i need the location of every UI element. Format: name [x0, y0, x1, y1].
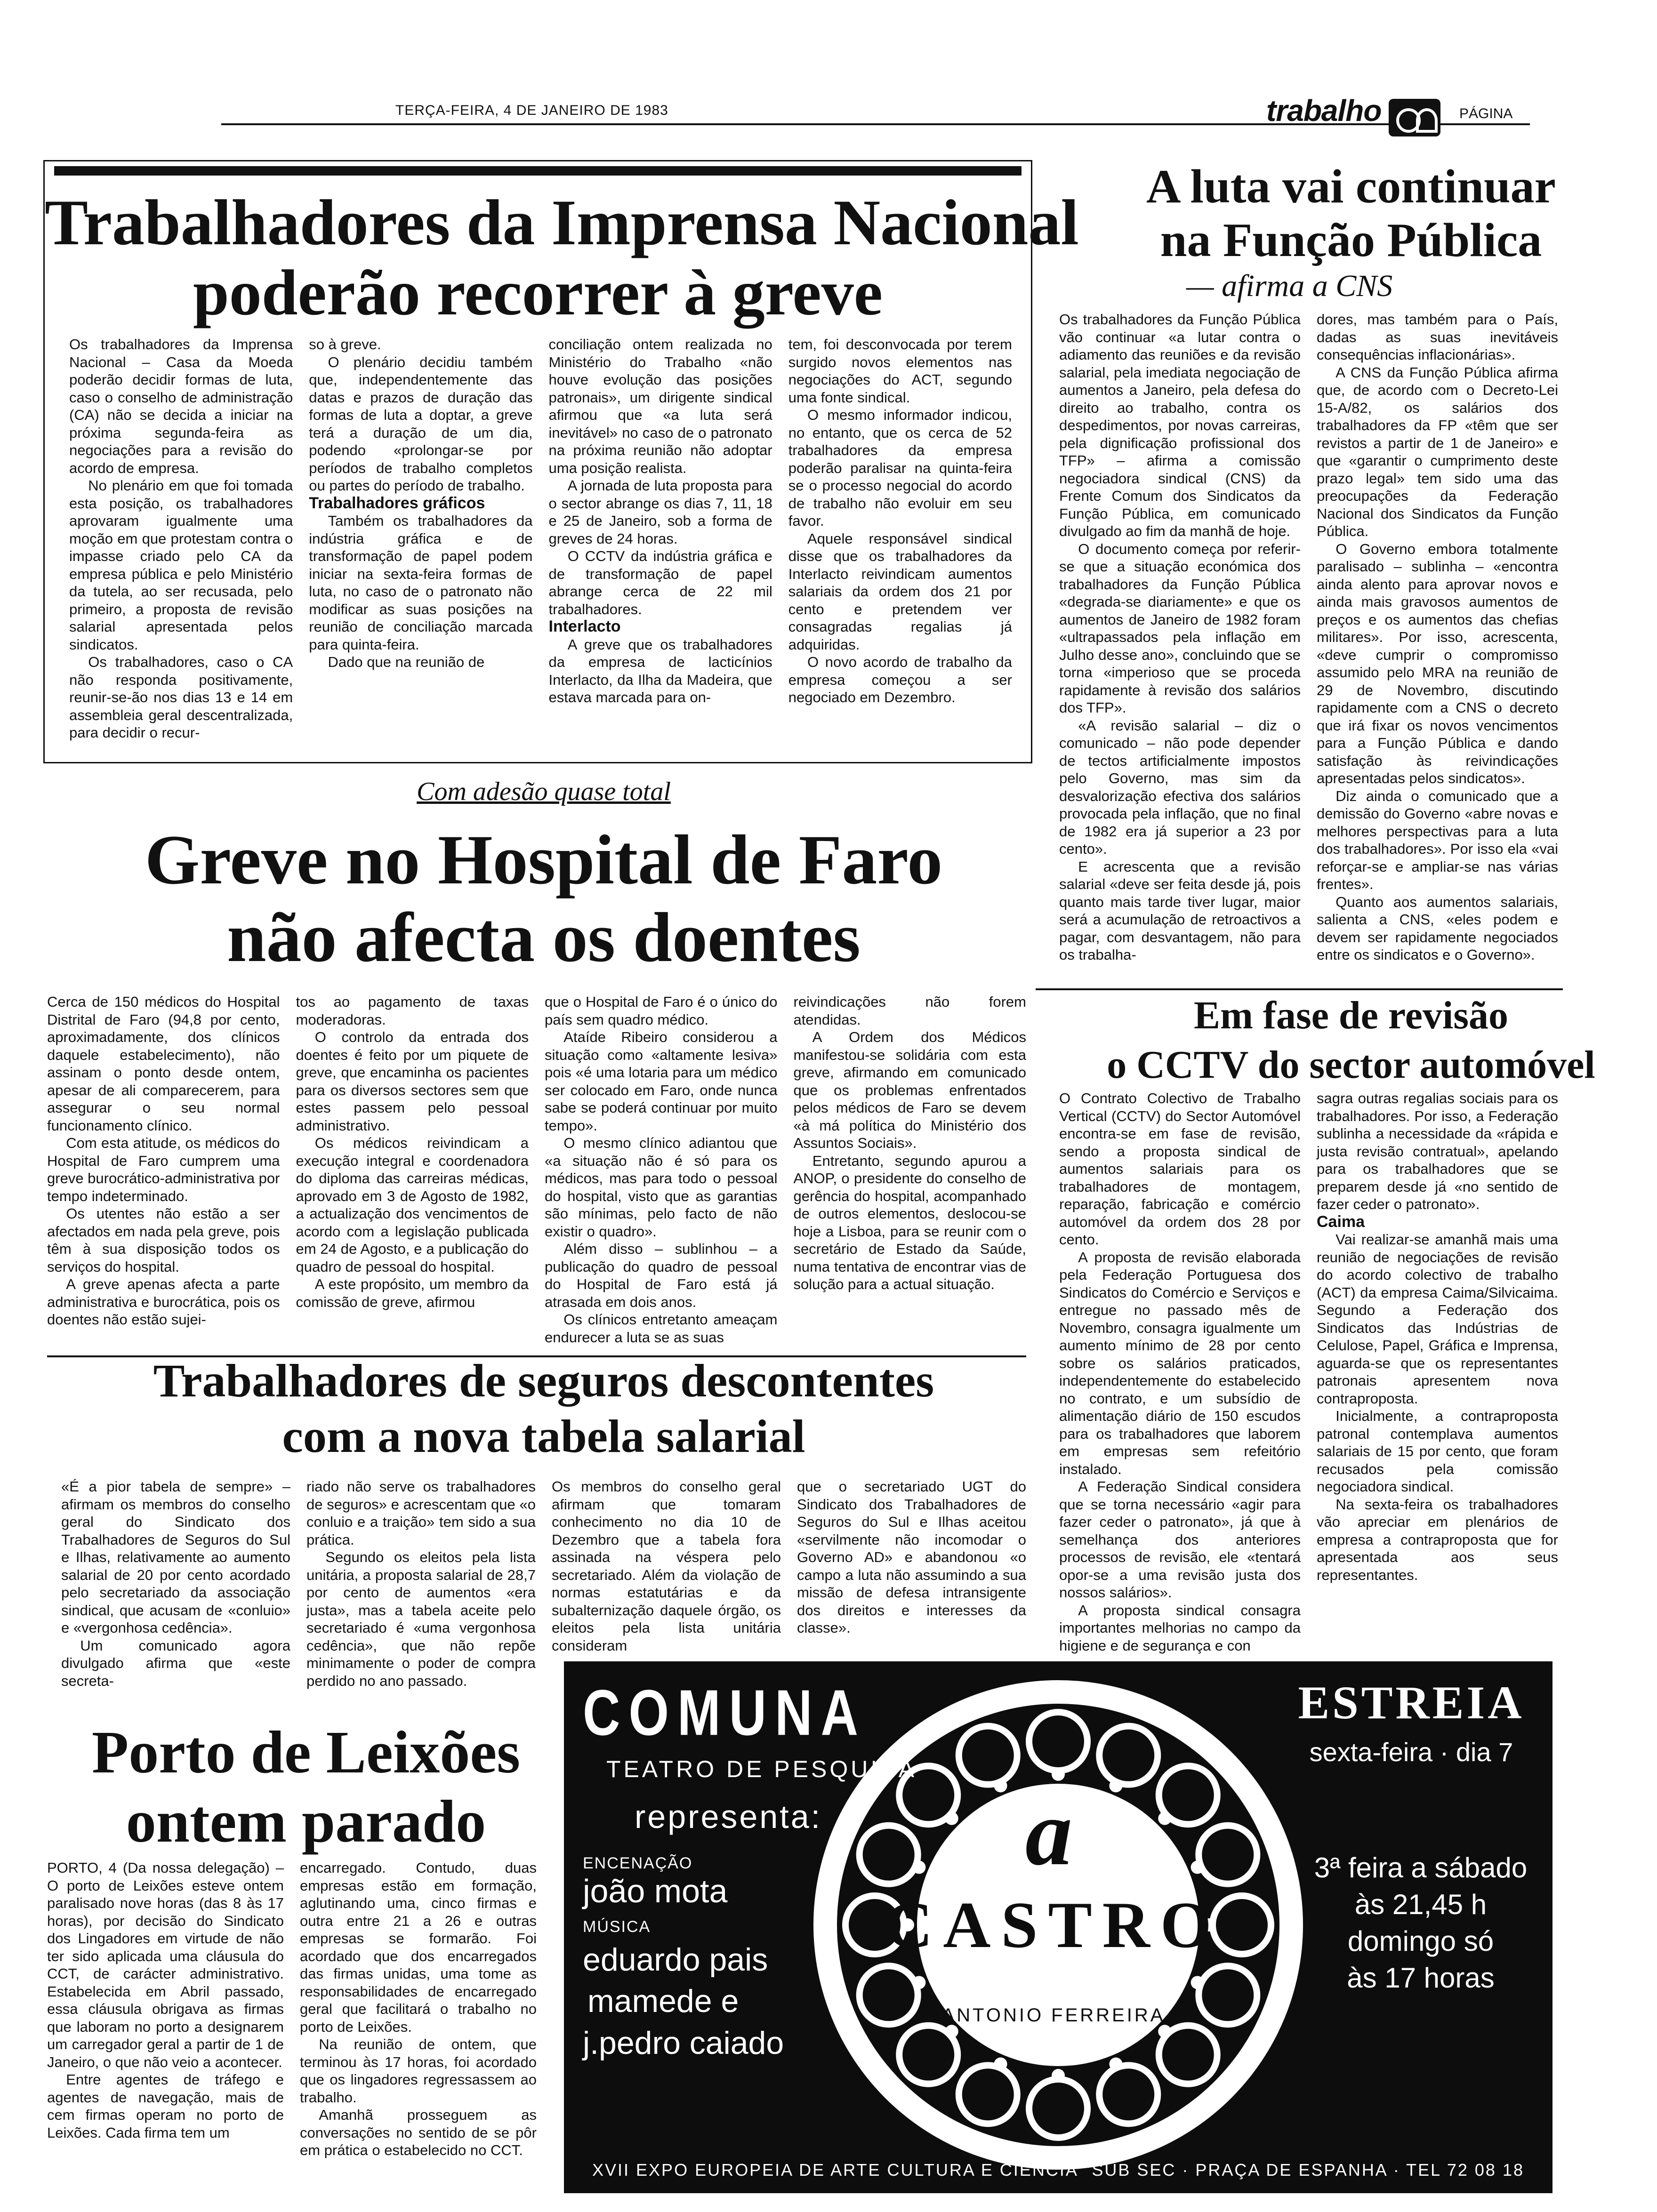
ad-musica-label: MÚSICA — [583, 1918, 651, 1936]
article-column: dores, mas também para o País, dadas as suas inevitáveis consequências inflacionárias». A CNS da Função Pública afirma que, de acordo com o Decreto-Lei 15-A/82, os salários dos trabalhadores da FP «têm que ser revistos a partir de 1 de Janeiro» e que «garantir o cumprimento deste prazo legal» tem sido uma das preocupações da Federação Nacional dos Sindicatos da Função Pública. O Governo embora totalmente paralisado – sublinha – «encontra ainda alento para aprovar novos e ainda mais gravosos aumentos de preços e os aumentos das chefias militares». Por isso, acrescenta, «deve cumprir o compromisso assumido pelo MRA na reunião de 29 de Novembro, discutindo rapidamente com a CNS o decreto que irá fixar os novos vencimentos para a Função Pública e dando satisfação às reivindicações apresentadas pelos sindicatos». Diz ainda o comunicado que a demissão do Governo «abre novas e melhores perspectivas para a luta dos trabalhadores». Por isso ela «vai reforçar-se e ampliar-se nas várias frentes». Quanto aos aumentos salariais, salienta a CNS, «eles podem e devem ser rapidamente negociados entre os sindicatos e o Governo». — [1317, 311, 1558, 963]
headline-leixoes-l2: ontem parado — [126, 1788, 486, 1855]
subheading: Trabalhadores gráficos — [309, 494, 485, 512]
headline-funcao-l1: A luta vai continuar — [1146, 160, 1556, 213]
ad-showtimes: 3ª feira a sábado às 21,45 h domingo só às 17 horas — [1314, 1852, 1528, 1994]
section-divider — [1036, 988, 1563, 990]
headline-imprensa-l2: poderão recorrer à greve — [193, 256, 883, 329]
headline-leixoes-l1: Porto de Leixões — [92, 1719, 520, 1786]
article-column: tem, foi desconvocada por terem surgido novos elementos nas negociações do ACT, segundo uma fonte sindical. O mesmo informador indicou, no entanto, que os cerca de 52 trabalhadores da empresa poderão paralisar na quinta-feira se o processo negocial do acordo de trabalho não evoluir em seu favor. Aquele responsável sindical disse que os trabalhadores da Interlacto reivindicam aumentos salariais da ordem dos 21 por cento e pretendem ver consagradas regalias já adquiridas. O novo acordo de trabalho da empresa começou a ser negociado em Dezembro. — [788, 336, 1012, 705]
ad-play-title: CASTRO — [885, 1889, 1222, 1962]
section-title: trabalho — [1266, 94, 1382, 128]
article-column: que o Hospital de Faro é o único do país sem quadro médico. Ataíde Ribeiro considerou a situação como «altamente lesiva» pois «é uma lotaria para um médico ser colocado em Faro, onde nunca sabe se poderá continuar por muito tempo». O mesmo clínico adiantou que «a situação não é só para os médicos, mas para todo o pessoal do hospital, visto que as garantias são mínimas, pelo facto de não existir o quadro». Além disso – sublinhou – a publicação do quadro de pessoal do Hospital de Faro está já atrasada em dois anos. Os clínicos entretanto ameaçam endurecer a luta se as suas — [545, 994, 778, 1346]
ad-teatro: TEATRO DE PESQUISA — [606, 1756, 917, 1782]
ad-estreia: ESTREIA — [1298, 1676, 1525, 1729]
kicker-cns: — afirma a CNS — [1186, 269, 1393, 303]
article-column: so à greve. O plenário decidiu também que, independentemente das datas e prazos de duração das formas de luta a doptar, a greve terá a duração de um dia, podendo «prolongar-se por períodos de trabalho completos ou partes do período de trabalho. Trabalhadores gráficos Também os trabalhadores da indústria gráfica e de transformação de papel podem iniciar na sexta-feira formas de luta, no caso de o patronato não modificar as suas posições na reunião de conciliação marcada para quinta-feira. Dado que na reunião de — [309, 336, 533, 670]
article-column: Os trabalhadores da Imprensa Nacional – Casa da Moeda poderão decidir formas de luta, caso o conselho de administração (CA) não se decida a iniciar na próxima segunda-feira as negociações para a revisão do acordo de empresa. No plenário em que foi tomada esta posição, os trabalhadores aprovaram igualmente uma moção em que protestam contra o impasse criado pelo CA da empresa pública e pelo Ministério da tutela, ao ser recusada, pelo primeiro, a proposta de revisão salarial apresentada pelos sindicatos. Os trabalhadores, caso o CA não responda positivamente, reunir-se-ão nos dias 13 e 14 em assembleia geral descentralizada, para decidir o recur- — [69, 336, 293, 741]
ad-encenacao: joão mota — [583, 1873, 728, 1909]
headline-cctv-l2: o CCTV do sector automóvel — [1107, 1043, 1595, 1087]
headline-imprensa-l1: Trabalhadores da Imprensa Nacional — [45, 186, 1079, 258]
ad-musica: eduardo pais mamede e j.pedro caiado — [583, 1942, 784, 2061]
ad-estreia-date: sexta-feira · dia 7 — [1309, 1737, 1513, 1767]
article-column: Os trabalhadores da Função Pública vão continuar «a lutar contra o adiamento das reuniões e da revisão salarial, pela imediata negociação de aumentos a Janeiro, pela defesa do direito ao trabalho, contra os despedimentos, por novas carreiras, pela dignificação profissional dos TFP» – afirma a comissão negociadora sindical (CNS) da Frente Comum dos Sindicatos da Função Pública, em comunicado divulgado ao fim da manhã de hoje. O documento começa por referir-se que a situação económica dos trabalhadores da Função Pública «degrada-se diariamente» e que os aumentos de Janeiro de 1982 foram «ultrapassados pela inflação em Julho desse ano», concluindo que se torna «imperioso que se proceda rapidamente à revisão dos salários dos TFP». «A revisão salarial – diz o comunicado – não pode depender de tectos artificialmente impostos pelo Governo, mas sim da desvalorização efectiva dos salários provocada pela inflação, que no final de 1982 era já superior a 23 por cento». E acrescenta que a revisão salarial «deve ser feita desde já, pois quanto mais tarde tiver lugar, maior será a acumulação de retroactivos a pagar, com desvantagem, não para os trabalha- — [1059, 311, 1301, 963]
article-column: que o secretariado UGT do Sindicato dos Trabalhadores de Seguros do Sul e Ilhas aceitou «servilmente não incomodar o Governo AD» e abandonou «o campo a luta não assumindo a sua missão de defesa intransigente dos direitos e interesses da classe». — [797, 1478, 1026, 1636]
date-line: TERÇA-FEIRA, 4 DE JANEIRO DE 1983 — [395, 103, 668, 118]
headline-funcao-l2: na Função Pública — [1160, 214, 1542, 267]
newspaper-logo-icon — [1389, 99, 1440, 136]
article-column: O Contrato Colectivo de Trabalho Vertical (CCTV) do Sector Automóvel encontra-se em fase de revisão, sendo a proposta sindical de aumentos salariais para os trabalhadores de montagem, reparação, fabricação e comércio automóvel da ordem dos 28 por cento. A proposta de revisão elaborada pela Federação Portuguesa dos Sindicatos do Comércio e Serviços e entregue no passado mês de Novembro, consagra igualmente um aumento mínimo de 28 por cento sobre os salários praticados, independentemente do estabelecido no contrato, e um subsídio de alimentação diário de 150 escudos para os trabalhadores que laborem em empresas sem refeitório instalado. A Federação Sindical considera que se torna necessário «agir para fazer ceder o patronato», já que à semelhança dos anteriores processos de revisão, ele «tentará opor-se a uma revisão justa dos nossos salários». A proposta sindical consagra importantes melhorias no campo da higiene e de segurança e con — [1059, 1090, 1301, 1654]
article-column: encarregado. Contudo, duas empresas estão em formação, aglutinando uma, cinco firmas e outra entre 21 a 26 e outras empresas se formarão. Foi acordado que dos encarregados das firmas unidas, uma tome as responsabilidades de encarregado geral que facilitará o trabalho no porto de Leixões. Na reunião de ontem, que terminou às 17 horas, foi acordado que os lingadores regressassem ao trabalho. Amanhã prosseguem as conversações no sentido de se pôr em prática o estabelecido no CCT. — [300, 1859, 537, 2158]
kicker-faro: Com adesão quase total — [417, 777, 671, 806]
article-column: Os membros do conselho geral afirmam que tomaram conhecimento no dia 10 de Dezembro que a tabela fora assinada na véspera pelo secretariado. Além da violação de normas estatutárias e da subalternização daquele órgão, os eleitos pela lista unitária consideram — [552, 1478, 781, 1654]
ad-representa: representa: — [635, 1798, 822, 1835]
headline-seguros-l2: com a nova tabela salarial — [282, 1410, 805, 1462]
page-label: PÁGINA — [1459, 106, 1513, 121]
subheading: Interlacto — [548, 617, 621, 635]
article-column: reivindicações não forem atendidas. A Ordem dos Médicos manifestou-se solidária com esta greve, afirmando em comunicado que os problemas enfrentados pelos médicos de Faro se devem «à má política do Ministério dos Assuntos Sociais». Entretanto, segundo apurou a ANOP, o presidente do conselho de gerência do hospital, acompanhado de outros elementos, deslocou-se hoje a Lisboa, para se reunir com o secretário de Estado da Saúde, numa tentativa de encontrar vias de solução para a actual situação. — [793, 994, 1026, 1292]
ad-footer-left: XVII EXPO EUROPEIA DE ARTE CULTURA E CIÊNCIA — [592, 2160, 1078, 2180]
article-column: PORTO, 4 (Da nossa delegação) – O porto de Leixões esteve ontem paralisado nove horas (das 8 às 17 horas), por decisão do Sindicato dos Lingadores em virtude de não ter sido aplicada uma cláusula do CCT, de carácter administrativo. Estabelecida em Abril passado, essa cláusula obrigava as firmas que laboram no porto a designarem um carregador geral a partir de 1 de Janeiro, o que não veio a acontecer. Entre agentes de tráfego e agentes de navegação, mais de cem firmas operam no porto de Leixões. Cada firma tem um — [47, 1859, 284, 2141]
headline-seguros-l1: Trabalhadores de seguros descontentes — [153, 1354, 934, 1407]
article-column: conciliação ontem realizada no Ministério do Trabalho «não houve evolução das posições patronais», um dirigente sindical afirmou que «a luta será inevitável» no caso de o patronato na próxima reunião não adoptar uma posição realista. A jornada de luta proposta para o sector abrange os dias 7, 11, 18 e 25 de Janeiro, sob a forma de greves de 24 horas. O CCTV da indústria gráfica e de transformação de papel abrange cerca de 22 mil trabalhadores. Interlacto A greve que os trabalhadores da empresa de lacticínios Interlacto, da Ilha da Madeira, que estava marcada para on- — [548, 336, 772, 705]
article-imprensa-box — [43, 160, 1079, 763]
headline-cctv-l1: Em fase de revisão — [1193, 994, 1509, 1037]
article-column: sagra outras regalias sociais para os trabalhadores. Por isso, a Federação sublinha a necessidade da «rápida e justa revisão contratual», apelando para os trabalhadores que se preparem desde já «no sentido de fazer ceder o patronato». Caima Vai realizar-se amanhã mais uma reunião de negociações de revisão do acordo colectivo de trabalho (ACT) da empresa Caima/Silvicaima. Segundo a Federação dos Sindicatos das Indústrias de Celulose, Papel, Gráfica e Imprensa, aguarda-se que os representantes patronais apresentem nova contraproposta. Inicialmente, a contraproposta patronal contemplava aumentos salariais de 15 por cento, que foram recusados pela comissão negociadora sindical. Na sexta-feira os trabalhadores vão apreciar em plenários de empresa a contraproposta que for apresentada aos seus representantes. — [1317, 1090, 1558, 1583]
ad-play-a: a — [1025, 1781, 1072, 1885]
subheading: Caima — [1317, 1212, 1365, 1231]
article-column: Cerca de 150 médicos do Hospital Distrital de Faro (94,8 por cento, aproximadamente, dos clínicos daquele estabelecimento), não assinam o ponto desde ontem, apesar de ali comparecerem, para assegurar o seu normal funcionamento clínico. Com esta atitude, os médicos do Hospital de Faro cumprem uma greve burocrático-administrativa por tempo indeterminado. Os utentes não estão a ser afectados em nada pela greve, pois têm à sua disposição todos os serviços do hospital. A greve apenas afecta a parte administrativa e burocrática, pois os doentes não estão sujei- — [47, 994, 280, 1328]
headline-faro-l2: não afecta os doentes — [227, 898, 861, 977]
box-top-bar — [54, 166, 1022, 176]
article-column: tos ao pagamento de taxas moderadoras. O controlo da entrada dos doentes é feito por um piquete de greve, que encaminha os pacientes para os diversos sectores sem que estes passem pelo pessoal administrativo. Os médicos reivindicam a execução integral e coordenadora do diploma das carreiras médicas, aprovado em 3 de Agosto de 1982, a actualização dos vencimentos de acordo com a legislação publicada em 24 de Agosto, e a publicação do quadro de pessoal do hospital. A este propósito, um membro da comissão de greve, afirmou — [296, 994, 529, 1310]
article-column: «É a pior tabela de sempre» – afirmam os membros do conselho geral do Sindicato dos Trabalhadores de Seguros do Sul e Ilhas, relativamente ao aumento salarial de 20 por cento acordado pelo secretariado da associação sindical, que acusam de «conluio» e «vergonhosa cedência». Um comunicado agora divulgado afirma que «este secreta- — [61, 1478, 290, 1689]
ad-footer-right: SUB SEC · PRAÇA DE ESPANHA · TEL 72 08 18 — [1092, 2160, 1524, 2180]
article-column: riado não serve os trabalhadores de seguros» e acrescentam que «o conluio e a traição» tem sido a sua prática. Segundo os eleitos pela lista unitária, a proposta salarial de 28,7 por cento de aumentos «era justa», mas a tabela aceite pelo secretariado é «uma vergonhosa cedência», que não repõe minimamente o poder de compra perdido no ano passado. — [306, 1478, 536, 1689]
theatre-advertisement — [564, 1661, 1552, 2193]
headline-faro-l1: Greve no Hospital de Faro — [145, 821, 943, 899]
ad-encenacao-label: ENCENAÇÃO — [583, 1854, 693, 1872]
ad-comuna: COMUNA — [583, 1676, 867, 1749]
ad-author: ANTONIO FERREIRA — [941, 2005, 1166, 2026]
